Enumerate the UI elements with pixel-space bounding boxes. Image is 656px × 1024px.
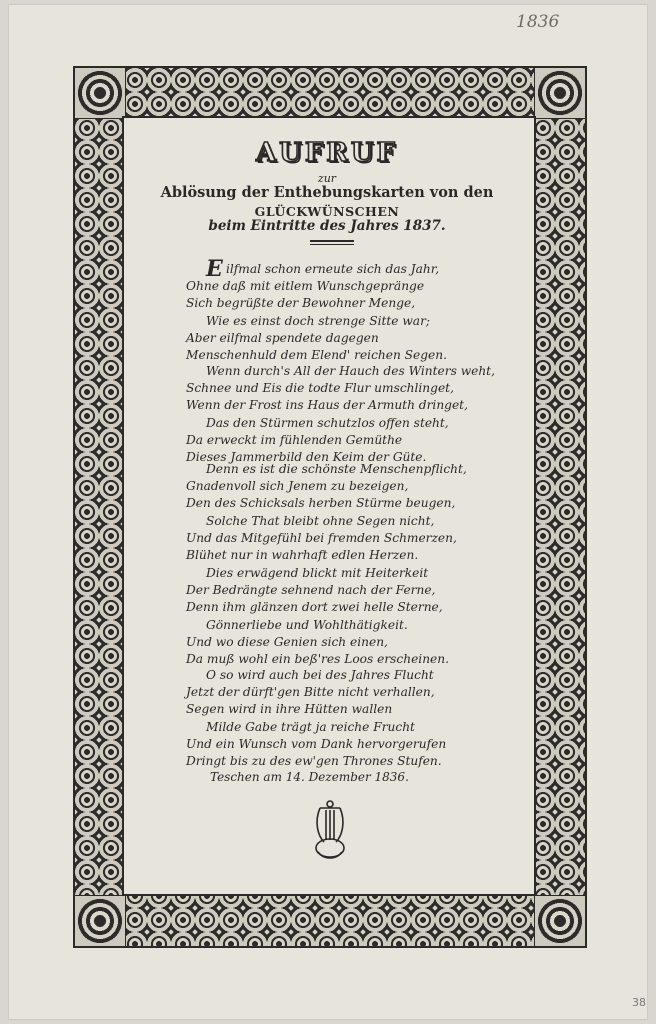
verse-line: Schnee und Eis die todte Flur umschlinget, [186, 381, 454, 396]
broadsheet-content [122, 116, 532, 892]
drop-cap: E [206, 256, 223, 282]
title-rule [310, 240, 354, 245]
verse-line: Menschenhuld dem Elend' reichen Segen. [186, 348, 447, 362]
subtitle-zur: zur [317, 172, 337, 185]
verse-line: Wenn durch's All der Hauch des Winters weht, [206, 364, 495, 378]
corner-ornament-bottom-right [534, 895, 586, 947]
verse-line: Da erweckt im fühlenden Gemüthe [186, 432, 403, 447]
subtitle-line: Ablösung der Enthebungskarten von den [160, 184, 494, 201]
corner-ornament-top-right [534, 67, 586, 119]
verse-line: Ohne daß mit eitlem Wunschgepränge [186, 279, 425, 294]
page-number: 38 [632, 996, 646, 1009]
subtitle-year: beim Eintritte des Jahres 1837. [208, 218, 446, 234]
verse-line: Und wo diese Genien sich einen, [186, 634, 388, 649]
verse-line: Da muß wohl ein beß'res Loos erscheinen. [186, 652, 449, 666]
dateline: Teschen am 14. Dezember 1836. [210, 770, 409, 784]
corner-ornament-top-left [74, 67, 126, 119]
verse-line: Gönnerliebe und Wohlthätigkeit. [206, 617, 408, 632]
verse-line: Gnadenvoll sich Jenem zu bezeigen, [186, 479, 409, 494]
verse-line: Dies erwägend blickt mit Heiterkeit [206, 566, 429, 580]
verse-line: Blühet nur in wahrhaft edlen Herzen. [186, 548, 419, 562]
verse-line: Milde Gabe trägt ja reiche Frucht [206, 719, 415, 734]
verse-line: Und das Mitgefühl bei fremden Schmerzen, [186, 530, 457, 545]
verse-line: Dieses Jammerbild den Keim der Güte. [186, 450, 427, 464]
corner-ornament-bottom-left [74, 895, 126, 947]
verse-line: Das den Stürmen schutzlos offen steht, [206, 415, 449, 430]
verse-line: Und ein Wunsch vom Dank hervorgerufen [186, 736, 447, 751]
verse-line: ilfmal schon erneute sich das Jahr, [226, 262, 440, 276]
title: AUFRUF [255, 138, 399, 168]
verse-line: Sich begrüßte der Bewohner Menge, [186, 296, 416, 311]
archive-handwritten-note: 1836 [516, 12, 560, 32]
lyre-emblem-icon [310, 798, 350, 864]
verse-line: Jetzt der dürft'gen Bitte nicht verhallen, [186, 685, 435, 700]
verse-line: O so wird auch bei des Jahres Flucht [206, 668, 434, 682]
verse-line: Dringt bis zu des ew'gen Thrones Stufen. [186, 754, 442, 768]
verse-line: Segen wird in ihre Hütten wallen [186, 702, 393, 717]
verse-line: Der Bedrängte sehnend nach der Ferne, [186, 583, 436, 598]
verse-line: Denn ihm glänzen dort zwei helle Sterne, [186, 600, 443, 615]
verse-line: Wenn der Frost ins Haus der Armuth dringet, [186, 398, 468, 413]
verse-line: Solche That bleibt ohne Segen nicht, [206, 513, 435, 528]
subtitle-glueckwuenschen: GLÜCKWÜNSCHEN [254, 204, 400, 219]
verse-line: Wie es einst doch strenge Sitte war; [206, 313, 430, 328]
verse-line: Denn es ist die schönste Menschenpflicht, [206, 462, 467, 476]
verse-line: Aber eilfmal spendete dagegen [186, 330, 379, 345]
verse-line: Den des Schicksals herben Stürme beugen, [186, 496, 456, 511]
